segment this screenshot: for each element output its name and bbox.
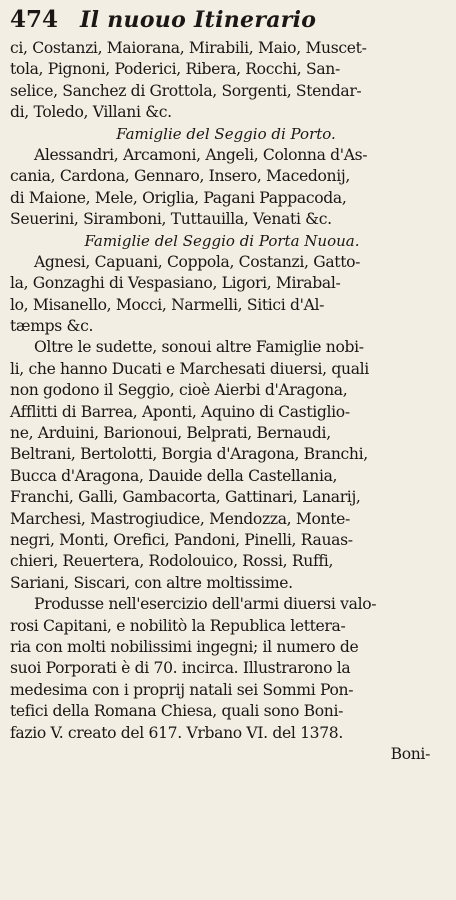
text-body (10, 38, 434, 765)
text-line: tola, Pignoni, Poderici, Ribera, Rocchi, San- (10, 60, 340, 79)
text-line: Afflitti di Barrea, Aponti, Aquino di Castiglio- (10, 402, 350, 421)
section-heading-porta-nuoua: Famiglie del Seggio di Porta Nuoua. (84, 231, 360, 250)
page-header (10, 6, 316, 33)
text-line: cania, Cardona, Gennaro, Insero, Macedonij, (10, 167, 350, 186)
text-line: non godono il Seggio, cioè Aierbi d'Aragona, (10, 381, 348, 400)
catchword: Boni- (390, 744, 430, 763)
text-line: li, che hanno Ducati e Marchesati diuersi, quali (10, 359, 369, 378)
text-line: Seuerini, Siramboni, Tuttauilla, Venati &c. (10, 210, 332, 229)
text-line: la, Gonzaghi di Vespasiano, Ligori, Mirabal- (10, 274, 341, 293)
running-head: Il nuouo Itinerario (80, 7, 317, 33)
text-line: tæmps &c. (10, 317, 94, 336)
text-line: Agnesi, Capuani, Coppola, Costanzi, Gatto- (34, 252, 361, 271)
paragraph-start: Oltre le sudette, sonoui altre Famiglie nobi- (34, 338, 364, 357)
text-line: ria con molti nobilissimi ingegni; il numero de (10, 637, 359, 656)
text-line: selice, Sanchez di Grottola, Sorgenti, Stendar- (10, 81, 362, 100)
text-line: rosi Capitani, e nobilitò la Republica lettera- (10, 616, 346, 635)
text-line: Alessandri, Arcamoni, Angeli, Colonna d'As- (34, 145, 368, 164)
text-line: Bucca d'Aragona, Dauide della Castellania, (10, 466, 338, 485)
text-line: Marchesi, Mastrogiudice, Mendozza, Monte- (10, 509, 350, 528)
text-line: suoi Porporati è di 70. incirca. Illustrarono la (10, 659, 351, 678)
text-line: fazio V. creato del 617. Vrbano VI. del 1378. (10, 723, 343, 742)
text-line: lo, Misanello, Mocci, Narmelli, Sitici d'Al- (10, 295, 325, 314)
paragraph-start: Produsse nell'esercizio dell'armi diuersi valo- (34, 595, 377, 614)
text-line: Beltrani, Bertolotti, Borgia d'Aragona, Branchi, (10, 445, 368, 464)
text-line: Franchi, Galli, Gambacorta, Gattinari, Lanarij, (10, 488, 361, 507)
text-line: medesima con i proprij natali sei Sommi Pon- (10, 680, 354, 699)
text-line: ci, Costanzi, Maiorana, Mirabili, Maio, Muscet- (10, 39, 367, 57)
text-line: negri, Monti, Orefici, Pandoni, Pinelli, Rauas- (10, 530, 353, 549)
text-line: chieri, Reuertera, Rodolouico, Rossi, Ruffi, (10, 552, 334, 571)
text-line: ne, Arduini, Barionoui, Belprati, Bernaudi, (10, 424, 331, 443)
section-heading-porto: Famiglie del Seggio di Porto. (116, 124, 336, 143)
text-line: di Maione, Mele, Origlia, Pagani Pappacoda, (10, 188, 347, 207)
page-number: 474 (10, 6, 59, 33)
text-line: di, Toledo, Villani &c. (10, 103, 172, 122)
text-line: Sariani, Siscari, con altre moltissime. (10, 573, 293, 592)
text-line: tefici della Romana Chiesa, quali sono Boni- (10, 702, 344, 721)
